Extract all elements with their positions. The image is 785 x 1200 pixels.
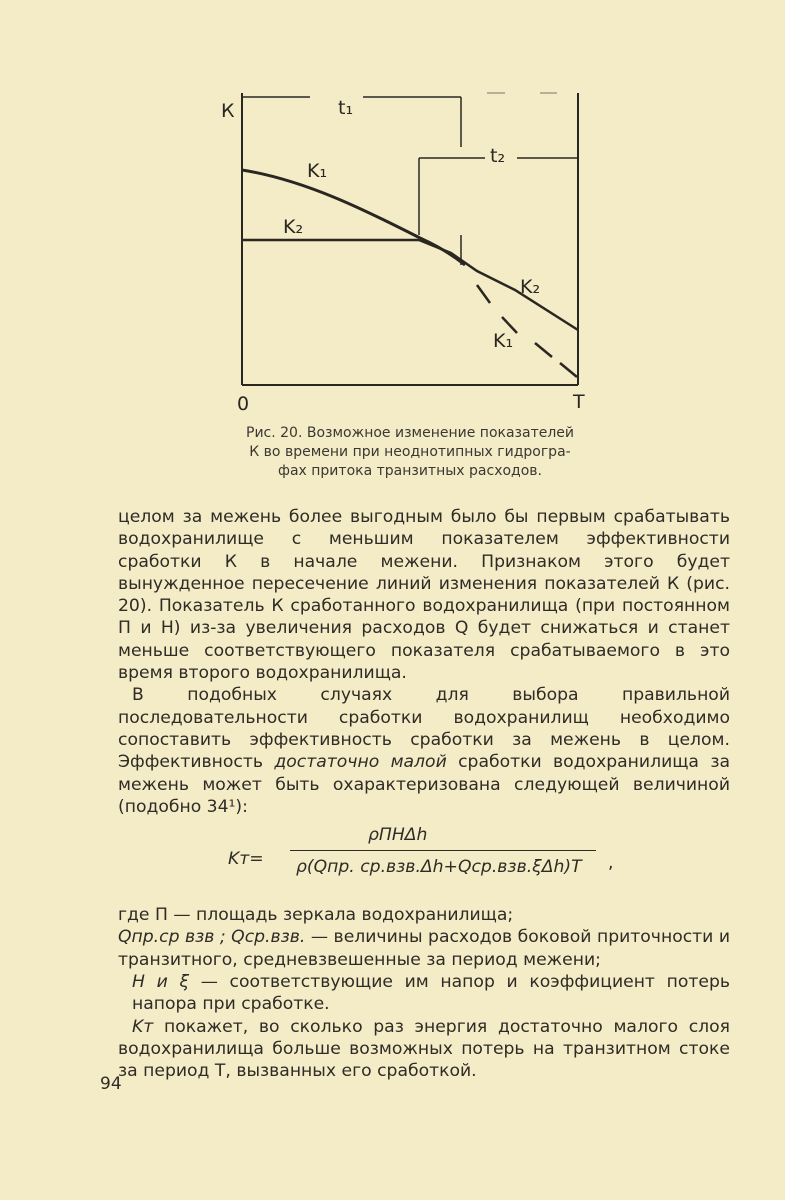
label-t2: t₂ xyxy=(490,145,506,167)
paragraph-2-end: сработки водохранилища за межень может быть охарактеризована следующей величиной (подобно 34¹): xyxy=(118,752,731,817)
def-symbol: Qпр.ср взв ; Qср.взв. xyxy=(118,927,306,948)
page-number: 94 xyxy=(100,1074,122,1094)
definition-area xyxy=(118,904,730,926)
paragraph-3-text: покажет, во сколько раз энергия достаточно малого слоя водохранилища больше возможных потерь на транзитном стоке за период Т, вызванных его сработкой. xyxy=(118,1016,730,1082)
formula-lhs: Kт= xyxy=(228,849,264,870)
figure-20 xyxy=(215,85,595,415)
label-k1-bottom: K₁ xyxy=(493,330,514,352)
paragraph-2-start: В подобных случаях для выбора правильной последовательности сработки водохранилищ необходимо сопоставить эффективность сработки за межень в целом. Эффективность xyxy=(118,685,730,773)
label-k2-bottom: K₂ xyxy=(520,276,541,298)
formula-numerator: ρПHΔh xyxy=(368,825,428,846)
def-text: — величины расходов боковой приточности и транзитного, средневзвешенные за период межени; xyxy=(118,927,731,970)
def-symbol: Н и ξ xyxy=(132,972,190,993)
axis-label-k: К xyxy=(221,100,235,122)
formula-denominator: ρ(Qпр. ср.взв.Δh+Qср.взв.ξΔh)T xyxy=(296,857,582,878)
caption-line: Рис. 20. Возможное изменение показателей xyxy=(246,425,574,441)
axis-label-origin: 0 xyxy=(237,393,250,415)
definition-flows xyxy=(118,926,730,971)
formula-kt xyxy=(118,822,730,900)
paragraph-3 xyxy=(118,1016,730,1083)
label-k2-top: K₂ xyxy=(283,216,304,238)
label-k1-top: K₁ xyxy=(307,160,328,182)
paragraph-2-emphasis: достаточно малой xyxy=(274,752,447,773)
paragraph-2 xyxy=(118,684,730,818)
definition-head xyxy=(118,971,730,1016)
formula-comma: , xyxy=(608,853,614,874)
def-text: — площадь зеркала водохранилища; xyxy=(167,905,514,926)
def-text: — соответствующие им напор и коэффициент потерь напора при сработке. xyxy=(132,972,730,1015)
paragraph-3-symbol: Kт xyxy=(132,1016,154,1037)
fraction-bar xyxy=(290,850,596,851)
definitions xyxy=(118,904,730,1015)
label-t1: t₁ xyxy=(338,97,354,119)
caption-line: фах притока транзитных расходов. xyxy=(277,463,542,479)
figure-caption xyxy=(225,424,595,481)
paragraph-1: целом за межень более выгодным было бы первым срабатывать водохранилище с меньшим показателем эффективности сработки К в начале межени. Признаком этого будет вынужденное пересечение линий изменения показателей К (рис. 20). Показатель К сработанного водохранилища (при постоянном П и Н) из-за увеличения расходов Q будет снижаться и станет меньше соответствующего показателя срабатываемого в это время второго водохранилища. xyxy=(118,507,730,684)
caption-line: К во времени при неоднотипных гидрогра- xyxy=(249,444,571,460)
figure-diagram xyxy=(215,85,595,415)
main-text xyxy=(118,506,730,1083)
def-symbol: где П xyxy=(118,905,168,926)
axis-label-t: T xyxy=(573,391,585,413)
